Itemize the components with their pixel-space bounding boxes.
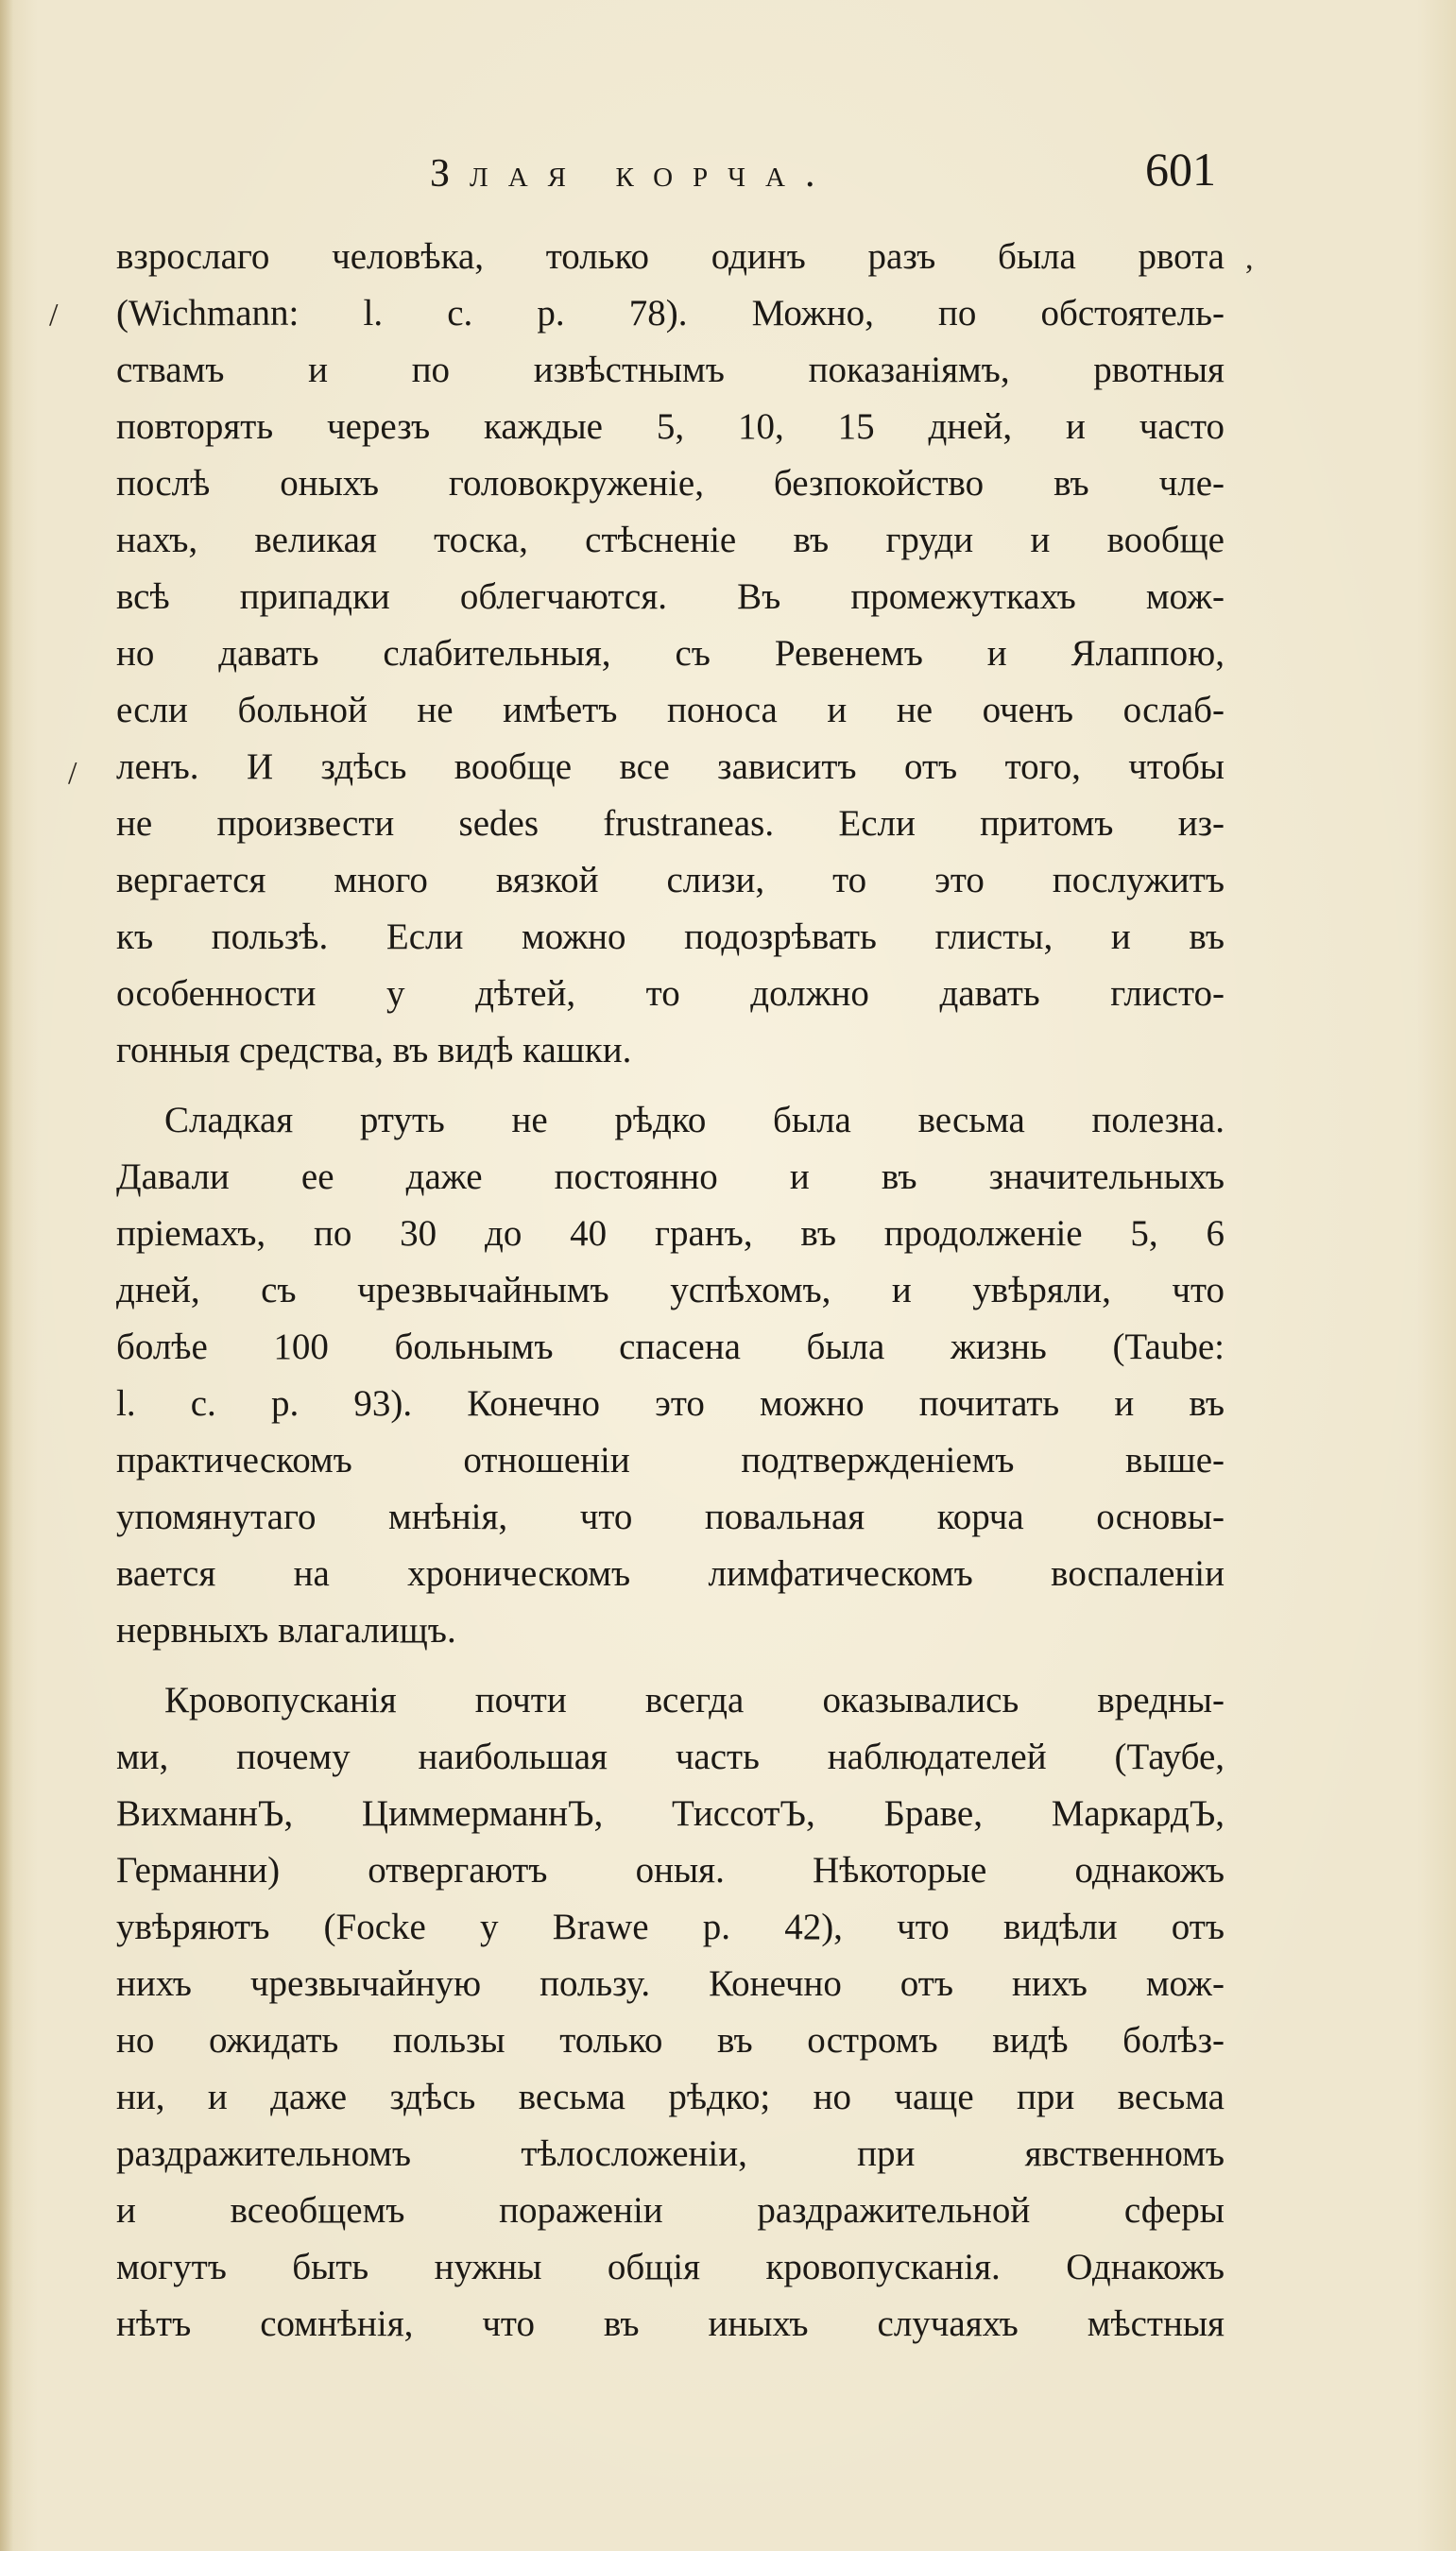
text-line: гонныя средства, въ видѣ кашки. bbox=[116, 1030, 632, 1070]
text-line: нервныхъ влагалищъ. bbox=[116, 1610, 456, 1651]
text-line: нахъ, великая тоска, стѣсненіе въ груди и вообще bbox=[116, 520, 1225, 560]
text-line: ствамъ и по извѣстнымъ показаніямъ, рвотныя bbox=[116, 350, 1225, 390]
page-spine-shadow bbox=[0, 0, 13, 2551]
text-line: и всеобщемъ пораженіи раздражительной сферы bbox=[116, 2190, 1225, 2231]
text-line: не произвести sedes frustraneas. Если притомъ из- bbox=[116, 803, 1225, 844]
text-line: Сладкая ртуть не рѣдко была весьма полезна. bbox=[164, 1100, 1225, 1140]
text-line: но давать слабительныя, съ Ревенемъ и Ялаппою, bbox=[116, 633, 1225, 674]
text-line: ВихманнЪ, ЦиммерманнЪ, ТиссотЪ, Браве, МаркардЪ, bbox=[116, 1793, 1225, 1834]
text-line: къ пользѣ. Если можно подозрѣвать глисты, и въ bbox=[116, 916, 1225, 957]
text-line: ни, и даже здѣсь весьма рѣдко; но чаще при весьма bbox=[116, 2077, 1225, 2117]
text-line: но ожидать пользы только въ остромъ видѣ болѣз- bbox=[116, 2020, 1225, 2061]
text-line: увѣряютъ (Focke у Brawe p. 42), что видѣли отъ bbox=[116, 1907, 1225, 1947]
text-line: нѣтъ сомнѣнія, что въ иныхъ случаяхъ мѣстныя bbox=[116, 2303, 1225, 2344]
body-text bbox=[116, 229, 1225, 2353]
margin-mark: / bbox=[49, 298, 59, 333]
text-line: ленъ. И здѣсь вообще все зависитъ отъ того, чтобы bbox=[116, 746, 1225, 787]
text-line: ми, почему наибольшая часть наблюдателей (Таубе, bbox=[116, 1737, 1225, 1777]
text-line: могутъ быть нужны общія кровопусканія. Однакожъ bbox=[116, 2247, 1225, 2287]
running-title: Злая корча. bbox=[430, 152, 835, 196]
text-line: послѣ оныхъ головокруженіе, безпокойство въ чле- bbox=[116, 463, 1225, 504]
text-line: раздражительномъ тѣлосложеніи, при явственномъ bbox=[116, 2133, 1225, 2174]
text-line: вается на хроническомъ лимфатическомъ воспаленіи bbox=[116, 1553, 1225, 1594]
page-number: 601 bbox=[1145, 143, 1216, 196]
text-line: (Wichmann: l. c. p. 78). Можно, по обстоятель- bbox=[116, 293, 1225, 334]
text-line: повторять черезъ каждые 5, 10, 15 дней, и часто bbox=[116, 406, 1225, 447]
text-line: вергается много вязкой слизи, то это послужитъ bbox=[116, 860, 1225, 900]
text-line: если больной не имѣетъ поноса и не оченъ ослаб- bbox=[116, 690, 1225, 730]
text-line: особенности у дѣтей, то должно давать глисто- bbox=[116, 973, 1225, 1014]
text-line: всѣ припадки облегчаются. Въ промежуткахъ мож- bbox=[116, 576, 1225, 617]
text-line: l. c. p. 93). Конечно это можно почитать и въ bbox=[116, 1383, 1225, 1424]
text-line: дней, съ чрезвычайнымъ успѣхомъ, и увѣряли, что bbox=[116, 1270, 1225, 1310]
text-line: Давали ее даже постоянно и въ значительныхъ bbox=[116, 1156, 1225, 1197]
text-line: упомянутаго мнѣнія, что повальная корча основы- bbox=[116, 1497, 1225, 1537]
margin-mark: / bbox=[68, 756, 77, 791]
text-line: Германни) отвергаютъ оныя. Нѣкоторые однакожъ bbox=[116, 1850, 1225, 1891]
margin-mark: , bbox=[1245, 241, 1254, 276]
text-line: пріемахъ, по 30 до 40 гранъ, въ продолженіе 5, 6 bbox=[116, 1213, 1225, 1254]
text-line: практическомъ отношеніи подтвержденіемъ выше- bbox=[116, 1440, 1225, 1481]
text-line: Кровопусканія почти всегда оказывались вредны- bbox=[164, 1680, 1225, 1721]
text-line: нихъ чрезвычайную пользу. Конечно отъ нихъ мож- bbox=[116, 1963, 1225, 2004]
text-line: взрослаго человѣка, только одинъ разъ была рвота bbox=[116, 236, 1225, 277]
text-line: болѣе 100 больнымъ спасена была жизнь (Taube: bbox=[116, 1327, 1225, 1367]
